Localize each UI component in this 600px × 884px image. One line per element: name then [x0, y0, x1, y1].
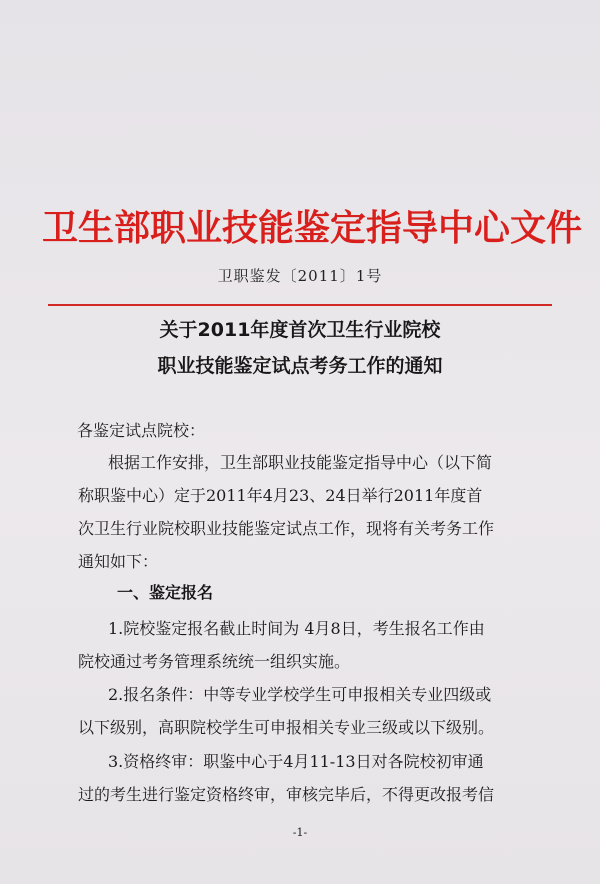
intro-paragraph — [78, 446, 556, 578]
item-3-line-2: 过的考生进行鉴定资格终审，审核完毕后，不得更改报考信 — [78, 785, 495, 804]
red-divider-line — [48, 304, 552, 306]
document-number: 卫职鉴发〔2011〕1号 — [217, 267, 383, 285]
item-1-paragraph — [78, 612, 556, 678]
notice-title-line-1: 关于2011年度首次卫生行业院校 — [159, 319, 441, 341]
intro-line-3: 次卫生行业院校职业技能鉴定试点工作，现将有关考务工作 — [78, 519, 495, 538]
item-1-line-2: 院校通过考务管理系统统一组织实施。 — [78, 652, 351, 671]
issuing-authority-title: 卫生部职业技能鉴定指导中心文件 — [42, 208, 583, 249]
notice-title-line-2: 职业技能鉴定试点考务工作的通知 — [157, 355, 443, 377]
page-number: -1- — [292, 826, 308, 839]
item-3-paragraph — [78, 745, 556, 811]
intro-line-2: 称职鉴中心）定于2011年4月23、24日举行2011年度首 — [78, 486, 483, 505]
item-1-line-1: 1.院校鉴定报名截止时间为 4月8日，考生报名工作由 — [108, 619, 485, 638]
salutation: 各鉴定试点院校： — [77, 421, 206, 440]
section-heading-registration: 一、鉴定报名 — [117, 583, 214, 602]
item-2-line-1: 2.报名条件：中等专业学校学生可申报相关专业四级或 — [108, 685, 492, 704]
intro-line-4: 通知如下： — [78, 552, 159, 571]
item-2-paragraph — [78, 678, 556, 744]
item-3-line-1: 3.资格终审：职鉴中心于4月11-13日对各院校初审通 — [108, 752, 484, 771]
item-2-line-2: 以下级别，高职院校学生可申报相关专业三级或以下级别。 — [78, 718, 495, 737]
intro-line-1: 根据工作安排，卫生部职业技能鉴定指导中心（以下简 — [108, 453, 493, 472]
